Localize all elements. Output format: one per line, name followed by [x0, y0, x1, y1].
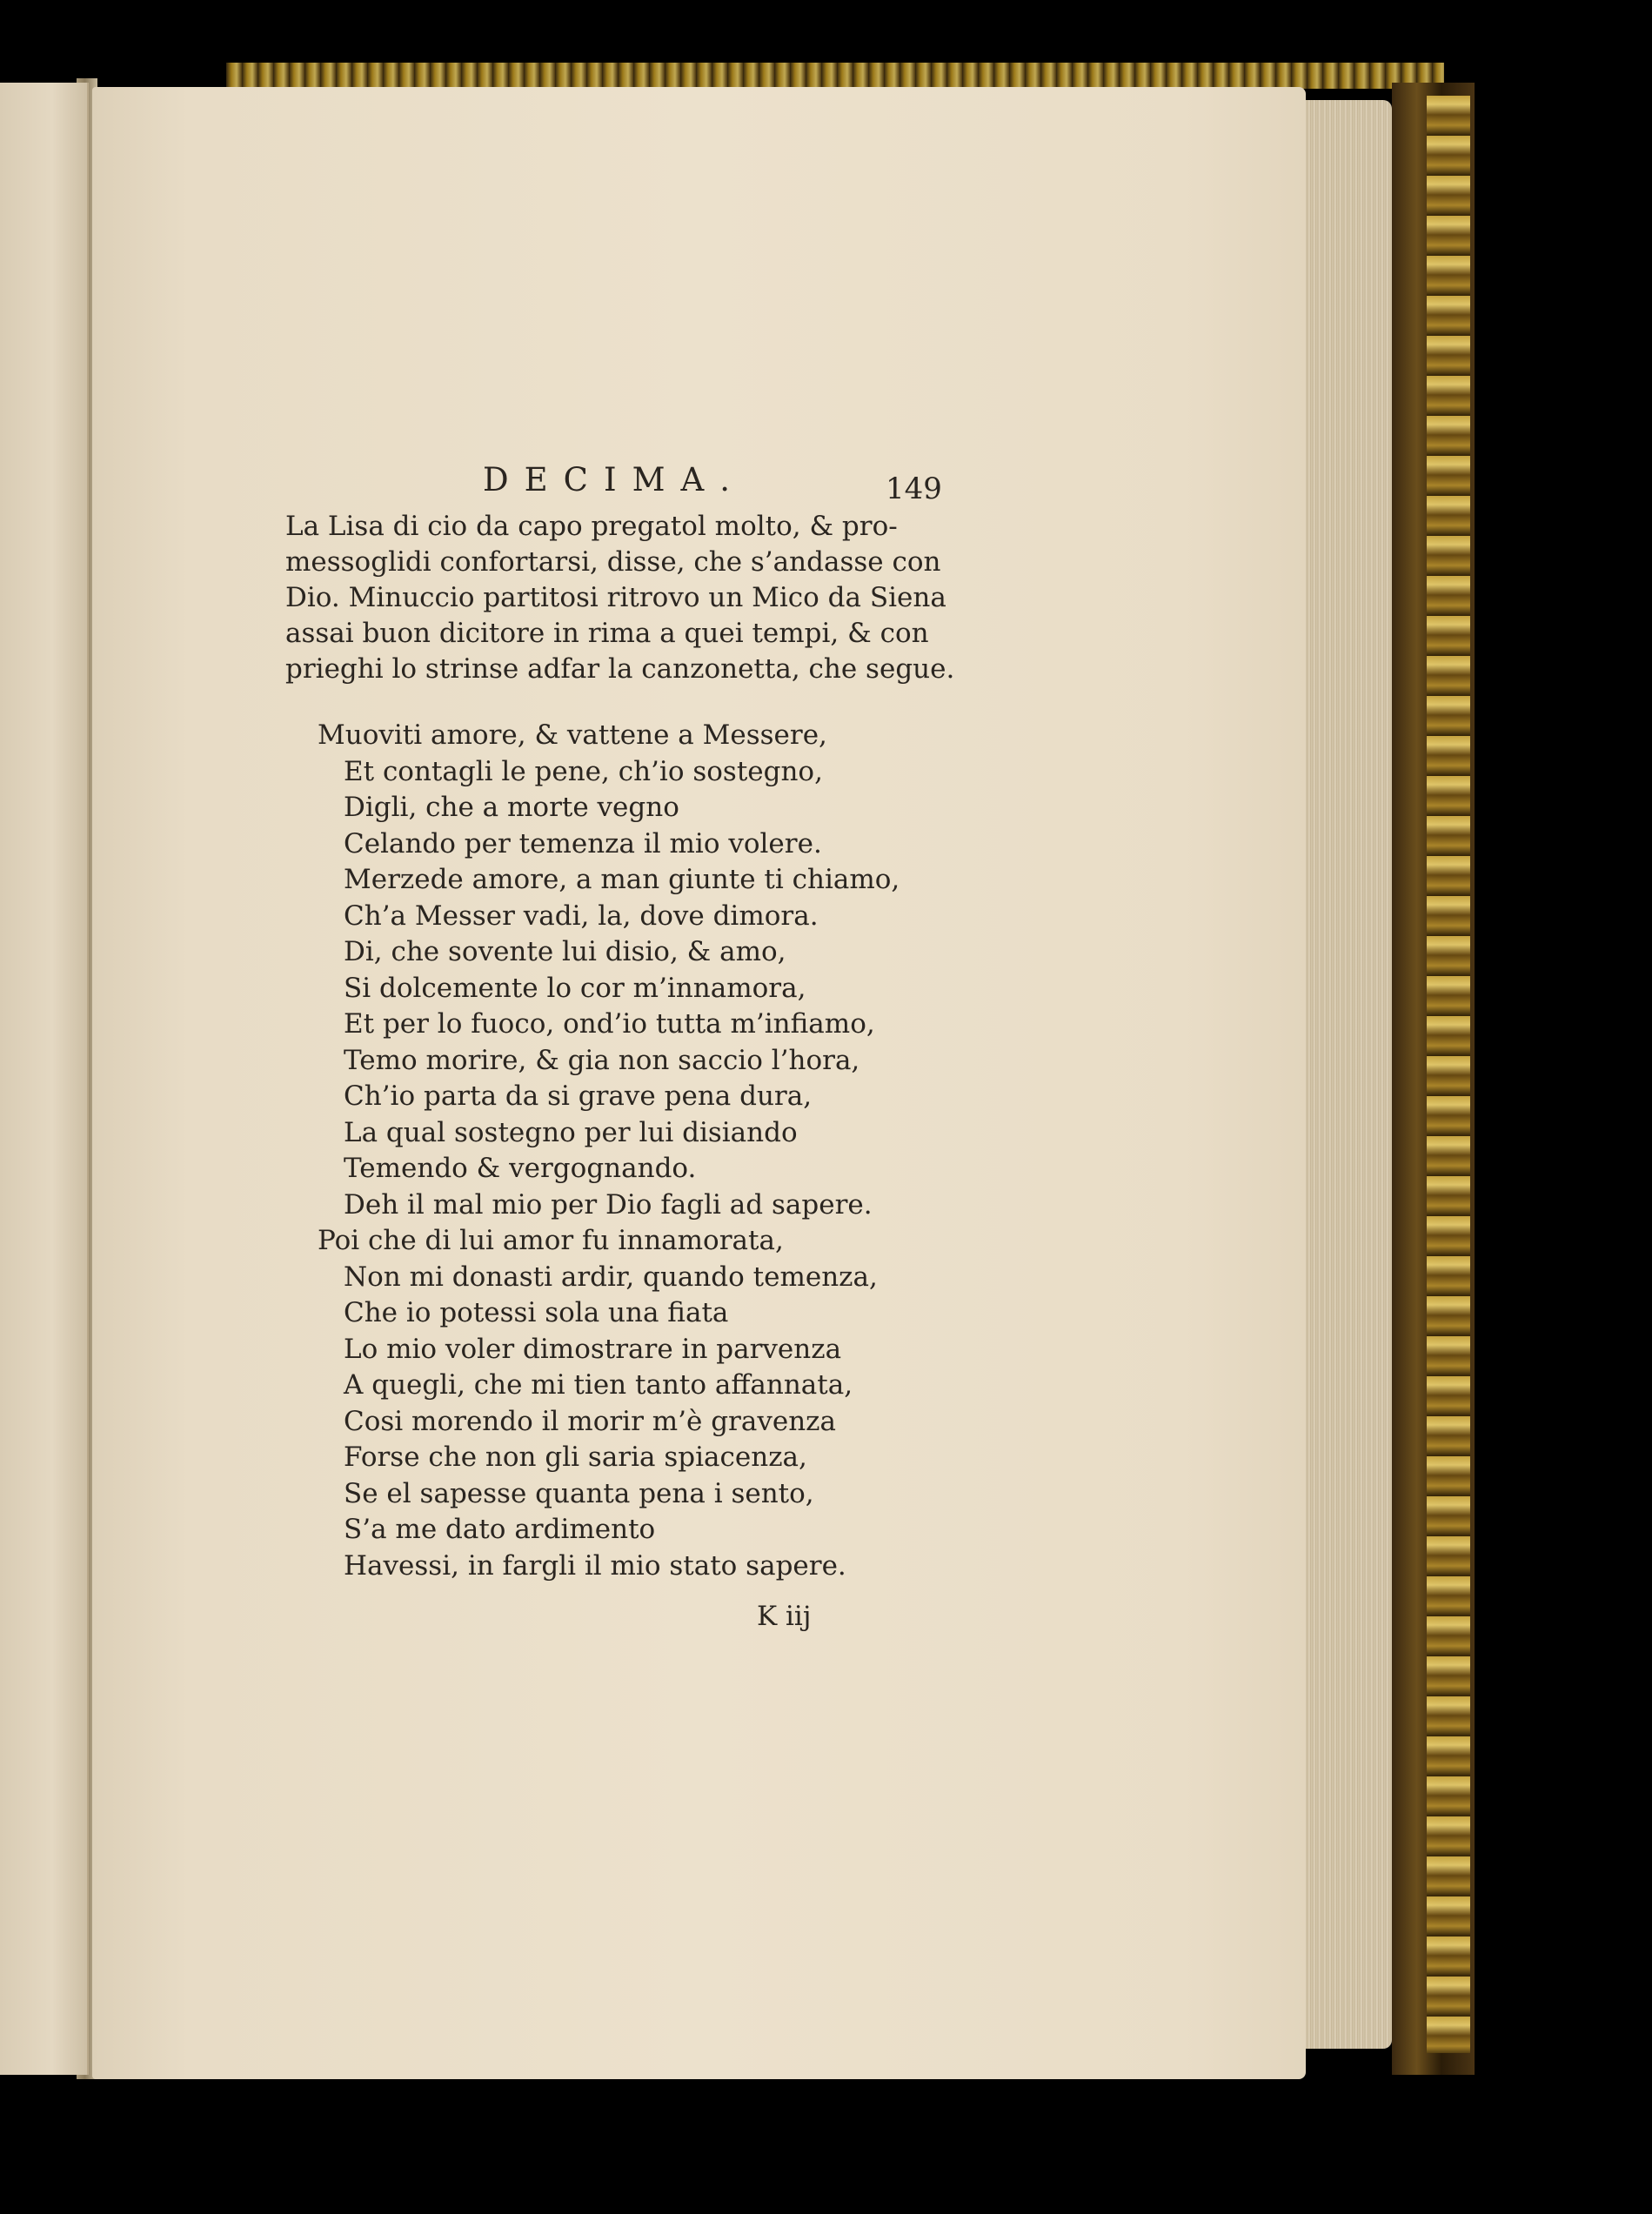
poem-line: Temo morire, & gia non saccio l’hora,	[344, 1044, 860, 1076]
poem-line: La qual sostegno per lui disiando	[344, 1116, 798, 1148]
prose-line: assai buon dicitore in rima a quei tempi, & con	[285, 618, 929, 649]
poem-line: Poi che di lui amor fu innamorata,	[318, 1225, 784, 1256]
prose-line: prieghi lo strinse adfar la canzonetta, che segue.	[285, 653, 955, 685]
gilt-head-edge	[226, 63, 1444, 89]
poem-line: Muoviti amore, & vattene a Messere,	[318, 719, 827, 751]
previous-page-edge	[0, 83, 89, 2075]
poem-line: Cosi morendo il morir m’è gravenza	[344, 1405, 836, 1437]
poem-line: Temendo & vergognando.	[344, 1153, 697, 1184]
prose-line: Dio. Minuccio partitosi ritrovo un Mico da Siena	[285, 582, 946, 613]
poem-line: Ch’io parta da si grave pena dura,	[344, 1080, 813, 1112]
page-block-fore-edge	[1301, 100, 1392, 2049]
poem-line: Et contagli le pene, ch’io sostegno,	[344, 755, 823, 787]
poem-line: Merzede amore, a man giunte ti chiamo,	[344, 864, 900, 895]
poem-line: Forse che non gli saria spiacenza,	[344, 1441, 807, 1473]
page-number: 149	[886, 472, 942, 506]
poem-line: Se el sapesse quanta pena i sento,	[344, 1477, 814, 1509]
gilt-tooling-ornament	[1427, 96, 1470, 2053]
signature-mark: K iij	[757, 1601, 812, 1632]
poem-line: Et per lo fuoco, ond’io tutta m’infiamo,	[344, 1008, 875, 1040]
poem-canzonetta	[318, 718, 900, 1584]
poem-line: A quegli, che mi tien tanto affannata,	[344, 1369, 853, 1401]
poem-line: Si dolcemente lo cor m’innamora,	[344, 972, 806, 1004]
poem-line: Non mi donasti ardir, quando temenza,	[344, 1261, 878, 1293]
poem-line: Di, che sovente lui disio, & amo,	[344, 936, 786, 967]
prose-line: messoglidi confortarsi, disse, che s’andasse con	[285, 546, 941, 578]
poem-line: Deh il mal mio per Dio fagli ad sapere.	[344, 1188, 873, 1221]
poem-line: Celando per temenza il mio volere.	[344, 827, 822, 860]
poem-line: Digli, che a morte vegno	[344, 792, 679, 823]
poem-line: Lo mio voler dimostrare in parvenza	[344, 1333, 842, 1365]
prose-line: La Lisa di cio da capo pregatol molto, & pro-	[285, 511, 898, 542]
poem-line: Ch’a Messer vadi, la, dove dimora.	[344, 900, 819, 932]
poem-line: S’a me dato ardimento	[344, 1514, 656, 1545]
prose-paragraph	[285, 509, 954, 687]
poem-line: Havessi, in fargli il mio stato sapere.	[344, 1549, 846, 1582]
running-head: DECIMA.	[483, 461, 746, 498]
poem-line: Che io potessi sola una fiata	[344, 1297, 729, 1328]
